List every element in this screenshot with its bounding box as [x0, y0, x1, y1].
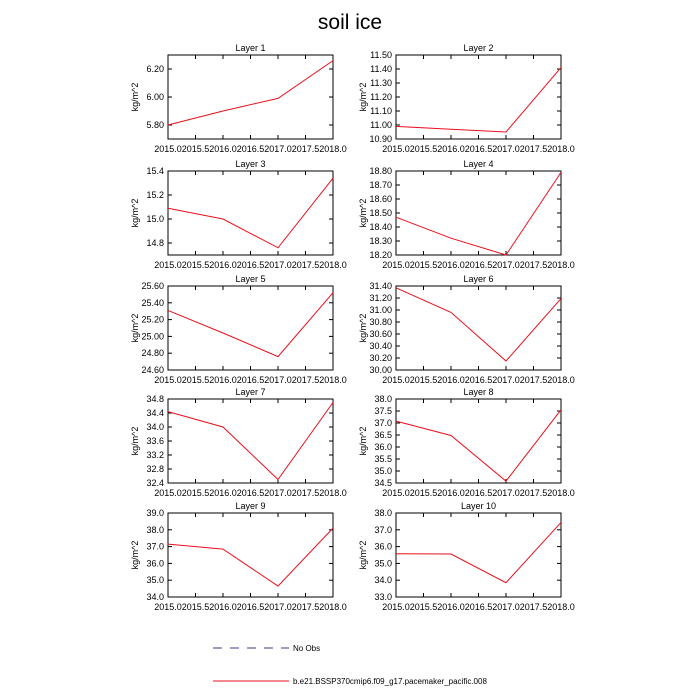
- y-tick-label: 15.0: [146, 214, 164, 224]
- panel-layer-2: [358, 43, 575, 154]
- y-tick-label: 33.6: [146, 436, 164, 446]
- panel-layer-9: [130, 501, 347, 612]
- x-tick-label: 2016.5: [236, 375, 265, 385]
- y-tick-label: 33.2: [146, 450, 164, 460]
- x-tick-label: 2017.0: [264, 488, 292, 498]
- x-tick-label: 2015.5: [409, 260, 438, 270]
- y-tick-label: 32.8: [146, 464, 164, 474]
- y-tick-label: 35.0: [146, 575, 164, 586]
- y-tick-label: 11.50: [370, 50, 392, 60]
- x-tick-label: 2015.0: [154, 375, 182, 385]
- x-tick-label: 2015.5: [409, 144, 438, 154]
- x-tick-label: 2017.5: [291, 488, 320, 498]
- x-tick-label: 2018.0: [319, 260, 347, 270]
- y-tick-label: 18.50: [369, 208, 392, 218]
- x-tick-label: 2015.0: [382, 144, 410, 154]
- x-tick-label: 2018.0: [547, 488, 575, 498]
- x-tick-label: 2017.0: [492, 488, 520, 498]
- y-axis-label: kg/m^2: [358, 540, 368, 570]
- series-line-layer-3: [168, 178, 333, 248]
- series-line-layer-6: [396, 288, 561, 361]
- y-tick-label: 34.8: [146, 394, 164, 404]
- y-tick-label: 30.60: [369, 329, 392, 339]
- y-tick-label: 31.40: [369, 281, 392, 291]
- panel-layer-3: [130, 159, 347, 270]
- x-tick-label: 2017.5: [291, 375, 320, 385]
- y-tick-label: 15.4: [146, 166, 164, 176]
- y-tick-label: 38.0: [374, 508, 392, 518]
- x-tick-label: 2017.0: [264, 260, 292, 270]
- x-tick-label: 2015.5: [409, 602, 438, 612]
- panel-title: Layer 3: [235, 159, 266, 169]
- x-tick-label: 2018.0: [547, 602, 575, 612]
- series-line-layer-8: [396, 410, 561, 481]
- x-tick-label: 2016.5: [236, 260, 265, 270]
- y-tick-label: 31.20: [369, 293, 392, 303]
- y-tick-label: 24.60: [141, 365, 164, 375]
- y-tick-label: 37.0: [374, 418, 392, 428]
- series-line-layer-10: [396, 522, 561, 582]
- y-axis-label: kg/m^2: [130, 313, 140, 343]
- x-tick-label: 2017.5: [519, 260, 548, 270]
- x-tick-label: 2016.0: [437, 260, 465, 270]
- x-tick-label: 2015.0: [382, 260, 410, 270]
- panel-grid: [130, 43, 575, 612]
- x-tick-label: 2017.0: [492, 602, 520, 612]
- y-tick-label: 15.2: [146, 190, 164, 200]
- x-tick-label: 2016.5: [464, 144, 493, 154]
- y-tick-label: 37.0: [374, 524, 392, 535]
- x-tick-label: 2017.0: [492, 375, 520, 385]
- y-tick-label: 11.00: [370, 120, 392, 130]
- x-tick-label: 2017.5: [519, 375, 548, 385]
- x-tick-label: 2016.0: [209, 144, 237, 154]
- y-tick-label: 25.00: [141, 331, 164, 342]
- x-tick-label: 2017.5: [519, 488, 548, 498]
- x-tick-label: 2015.5: [409, 375, 438, 385]
- y-tick-label: 39.0: [146, 508, 164, 518]
- x-tick-label: 2016.5: [464, 375, 493, 385]
- x-tick-label: 2018.0: [547, 375, 575, 385]
- x-tick-label: 2015.0: [154, 602, 182, 612]
- y-axis-label: kg/m^2: [358, 82, 368, 112]
- plot-frame: [396, 513, 561, 597]
- x-tick-label: 2016.0: [209, 375, 237, 385]
- x-tick-label: 2016.0: [209, 260, 237, 270]
- x-tick-label: 2016.0: [437, 602, 465, 612]
- plot-frame: [168, 399, 333, 483]
- x-tick-label: 2018.0: [547, 144, 575, 154]
- y-tick-label: 35.5: [374, 454, 392, 464]
- y-tick-label: 11.40: [370, 64, 392, 74]
- plot-frame: [396, 171, 561, 255]
- y-tick-label: 33.0: [374, 592, 392, 602]
- series-line-layer-9: [168, 528, 333, 586]
- plot-frame: [168, 286, 333, 370]
- y-tick-label: 18.40: [369, 222, 392, 232]
- plot-frame: [168, 513, 333, 597]
- x-tick-label: 2018.0: [319, 144, 347, 154]
- panel-title: Layer 5: [235, 274, 266, 284]
- y-tick-label: 35.0: [374, 466, 392, 476]
- panel-layer-6: [358, 274, 575, 385]
- x-tick-label: 2018.0: [547, 260, 575, 270]
- y-tick-label: 34.5: [374, 478, 392, 488]
- y-axis-label: kg/m^2: [358, 198, 368, 228]
- x-tick-label: 2017.0: [264, 375, 292, 385]
- y-axis-label: kg/m^2: [358, 426, 368, 456]
- y-tick-label: 36.0: [146, 558, 164, 569]
- y-axis-label: kg/m^2: [130, 540, 140, 570]
- series-line-layer-4: [396, 172, 561, 255]
- x-tick-label: 2015.0: [154, 260, 182, 270]
- series-line-layer-5: [168, 293, 333, 357]
- y-tick-label: 35.0: [374, 558, 392, 569]
- panel-title: Layer 6: [463, 274, 494, 284]
- y-tick-label: 30.00: [369, 365, 392, 375]
- y-tick-label: 30.40: [369, 341, 392, 351]
- y-axis-label: kg/m^2: [130, 426, 140, 456]
- x-tick-label: 2016.5: [464, 488, 493, 498]
- panel-layer-7: [130, 387, 347, 498]
- x-tick-label: 2017.0: [492, 260, 520, 270]
- plot-frame: [168, 55, 333, 139]
- panel-layer-1: [130, 43, 347, 154]
- y-tick-label: 25.20: [141, 314, 164, 325]
- x-tick-label: 2017.5: [291, 144, 320, 154]
- y-tick-label: 34.0: [146, 422, 164, 432]
- x-tick-label: 2017.5: [291, 260, 320, 270]
- panel-title: Layer 8: [463, 387, 494, 397]
- x-tick-label: 2015.5: [181, 375, 210, 385]
- x-tick-label: 2015.5: [409, 488, 438, 498]
- y-tick-label: 34.0: [146, 592, 164, 602]
- series-line-layer-2: [396, 68, 561, 132]
- y-tick-label: 18.60: [369, 194, 392, 204]
- x-tick-label: 2017.0: [264, 602, 292, 612]
- y-tick-label: 30.80: [369, 317, 392, 327]
- y-tick-label: 30.20: [369, 353, 392, 363]
- x-tick-label: 2016.0: [209, 488, 237, 498]
- legend-label-model: b.e21.BSSP370cmip6.f09_g17.pacemaker_pacific.008: [293, 677, 487, 686]
- panel-layer-10: [358, 501, 575, 612]
- x-tick-label: 2017.5: [291, 602, 320, 612]
- x-tick-label: 2017.5: [519, 144, 548, 154]
- x-tick-label: 2016.5: [236, 144, 265, 154]
- x-tick-label: 2017.0: [492, 144, 520, 154]
- x-tick-label: 2018.0: [319, 602, 347, 612]
- x-tick-label: 2016.5: [464, 260, 493, 270]
- y-tick-label: 6.00: [146, 92, 164, 102]
- y-tick-label: 38.0: [146, 524, 164, 535]
- y-axis-label: kg/m^2: [358, 313, 368, 343]
- x-tick-label: 2016.0: [437, 488, 465, 498]
- series-line-layer-7: [168, 403, 333, 480]
- x-tick-label: 2016.5: [236, 602, 265, 612]
- panel-title: Layer 7: [235, 387, 266, 397]
- x-tick-label: 2015.0: [154, 144, 182, 154]
- y-tick-label: 5.80: [146, 120, 164, 130]
- x-tick-label: 2018.0: [319, 375, 347, 385]
- y-tick-label: 11.30: [370, 78, 392, 88]
- legend-label-no-obs: No Obs: [293, 644, 321, 653]
- panel-title: Layer 10: [460, 501, 497, 511]
- y-tick-label: 38.0: [374, 394, 392, 404]
- y-tick-label: 18.80: [369, 166, 392, 176]
- y-tick-label: 31.00: [369, 305, 392, 315]
- x-tick-label: 2016.0: [437, 375, 465, 385]
- y-tick-label: 32.4: [146, 478, 164, 488]
- x-tick-label: 2015.5: [181, 602, 210, 612]
- y-tick-label: 25.40: [141, 297, 164, 308]
- x-tick-label: 2016.5: [464, 602, 493, 612]
- x-tick-label: 2016.5: [236, 488, 265, 498]
- x-tick-label: 2015.0: [382, 375, 410, 385]
- y-tick-label: 11.20: [370, 92, 392, 102]
- panel-layer-5: [130, 274, 347, 385]
- x-tick-label: 2018.0: [319, 488, 347, 498]
- y-axis-label: kg/m^2: [130, 82, 140, 112]
- panel-layer-4: [358, 159, 575, 270]
- panel-title: Layer 9: [235, 501, 266, 511]
- x-tick-label: 2015.5: [181, 488, 210, 498]
- y-axis-label: kg/m^2: [130, 198, 140, 228]
- y-tick-label: 37.5: [374, 406, 392, 416]
- y-tick-label: 18.30: [369, 236, 392, 246]
- x-tick-label: 2015.0: [382, 488, 410, 498]
- x-tick-label: 2015.0: [154, 488, 182, 498]
- y-tick-label: 25.60: [141, 281, 164, 291]
- series-line-layer-1: [168, 61, 333, 125]
- y-tick-label: 6.20: [146, 64, 164, 74]
- y-tick-label: 18.20: [369, 250, 392, 260]
- panel-title: Layer 2: [463, 43, 494, 53]
- x-tick-label: 2017.0: [264, 144, 292, 154]
- legend: [213, 644, 487, 686]
- x-tick-label: 2016.0: [209, 602, 237, 612]
- x-tick-label: 2015.0: [382, 602, 410, 612]
- x-tick-label: 2017.5: [519, 602, 548, 612]
- y-tick-label: 34.4: [146, 408, 164, 418]
- y-tick-label: 36.0: [374, 541, 392, 552]
- y-tick-label: 10.90: [369, 134, 392, 144]
- y-tick-label: 36.0: [374, 442, 392, 452]
- panel-title: Layer 1: [235, 43, 266, 53]
- figure-title: soil ice: [317, 11, 383, 34]
- panel-title: Layer 4: [463, 159, 494, 169]
- panel-layer-8: [358, 387, 575, 498]
- y-tick-label: 24.80: [141, 348, 164, 359]
- x-tick-label: 2015.5: [181, 144, 210, 154]
- y-tick-label: 34.0: [374, 575, 392, 586]
- y-tick-label: 11.10: [370, 106, 392, 116]
- y-tick-label: 37.0: [146, 541, 164, 552]
- y-tick-label: 18.70: [369, 180, 392, 190]
- x-tick-label: 2015.5: [181, 260, 210, 270]
- plot-frame: [396, 399, 561, 483]
- y-tick-label: 14.8: [146, 238, 164, 248]
- y-tick-label: 36.5: [374, 430, 392, 440]
- x-tick-label: 2016.0: [437, 144, 465, 154]
